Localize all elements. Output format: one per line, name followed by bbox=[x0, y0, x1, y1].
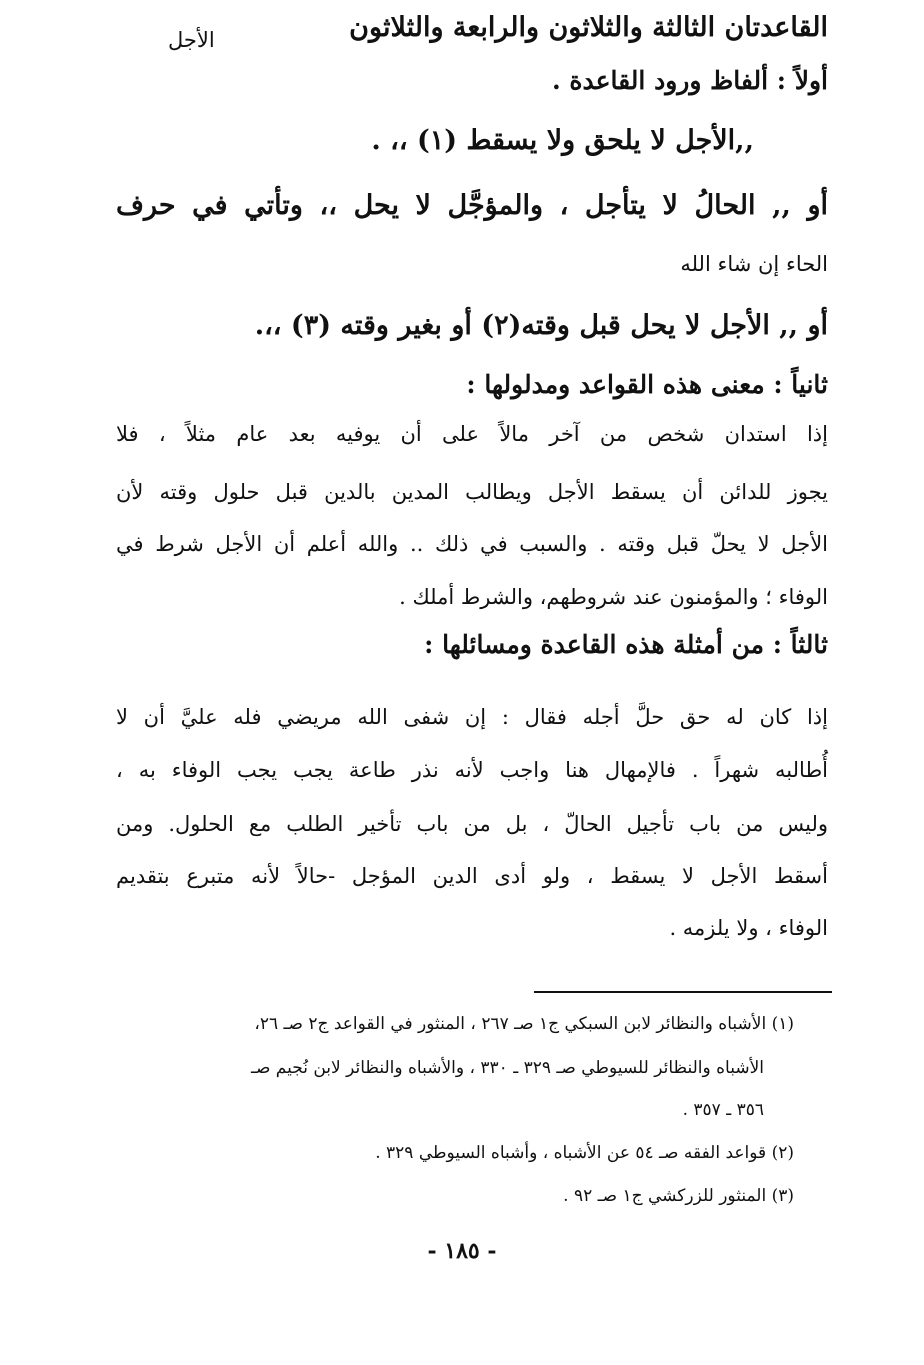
footnote-1-cont-2: ٣٥٦ ـ ٣٥٧ . bbox=[682, 1100, 764, 1120]
section-heading-meaning: ثانياً : معنى هذه القواعد ومدلولها : bbox=[466, 370, 828, 399]
chapter-title: الأجل bbox=[168, 28, 215, 52]
rule-wording-2-cont: الحاء إن شاء الله bbox=[680, 252, 828, 276]
section-heading-wording: أولاً : ألفاظ ورود القاعدة . bbox=[552, 66, 828, 95]
meaning-line-3: الأجل لا يحلّ قبل وقته . والسبب في ذلك .. والله أعلم أن الأجل شرط في bbox=[116, 532, 828, 556]
footnote-2: (٢) قواعد الفقه صـ ٥٤ عن الأشباه ، وأشباه السيوطي ٣٢٩ . bbox=[375, 1143, 794, 1163]
rule-wording-1: ,,الأجل لا يلحق ولا يسقط (١) ،، . bbox=[371, 125, 754, 156]
meaning-line-4: الوفاء ؛ والمؤمنون عند شروطهم، والشرط أملك . bbox=[399, 585, 828, 609]
examples-line-5: الوفاء ، ولا يلزمه . bbox=[669, 916, 828, 940]
footnote-3: (٣) المنثور للزركشي ج١ صـ ٩٢ . bbox=[563, 1186, 794, 1206]
meaning-line-2: يجوز للدائن أن يسقط الأجل ويطالب المدين بالدين قبل حلول وقته لأن bbox=[116, 480, 828, 504]
page-header-title: القاعدتان الثالثة والثلاثون والرابعة والثلاثون bbox=[349, 12, 828, 43]
page-number: - ١٨٥ - bbox=[427, 1238, 497, 1264]
meaning-line-1: إذا استدان شخص من آخر مالاً على أن يوفيه بعد عام مثلاً ، فلا bbox=[116, 422, 828, 446]
rule-wording-2: أو ,, الحالُ لا يتأجل ، والمؤجَّل لا يحل ،، وتأتي في حرف bbox=[116, 190, 828, 221]
rule-wording-3: أو ,, الأجل لا يحل قبل وقته(٢) أو بغير وقته (٣) ،،. bbox=[254, 310, 828, 341]
section-heading-examples: ثالثاً : من أمثلة هذه القاعدة ومسائلها : bbox=[424, 630, 828, 659]
examples-line-3: وليس من باب تأجيل الحالّ ، بل من باب تأخير الطلب مع الحلول. ومن bbox=[116, 812, 828, 836]
footnote-1-cont: الأشباه والنظائر للسيوطي صـ ٣٢٩ ـ ٣٣٠ ، والأشباه والنظائر لابن نُجيم صـ bbox=[250, 1058, 764, 1078]
examples-line-2: أُطالبه شهراً . فالإمهال هنا واجب لأنه نذر طاعة يجب يجب الوفاء به ، bbox=[116, 758, 828, 782]
footnote-1: (١) الأشباه والنظائر لابن السبكي ج١ صـ ٢٦٧ ، المنثور في القواعد ج٢ صـ ٢٦، bbox=[254, 1014, 794, 1034]
examples-line-1: إذا كان له حق حلَّ أجله فقال : إن شفى الله مريضي فله عليَّ أن لا bbox=[116, 705, 828, 729]
examples-line-4: أسقط الأجل لا يسقط ، ولو أدى الدين المؤجل -حالاً لأنه متبرع بتقديم bbox=[116, 864, 828, 888]
footnote-divider bbox=[534, 991, 832, 993]
